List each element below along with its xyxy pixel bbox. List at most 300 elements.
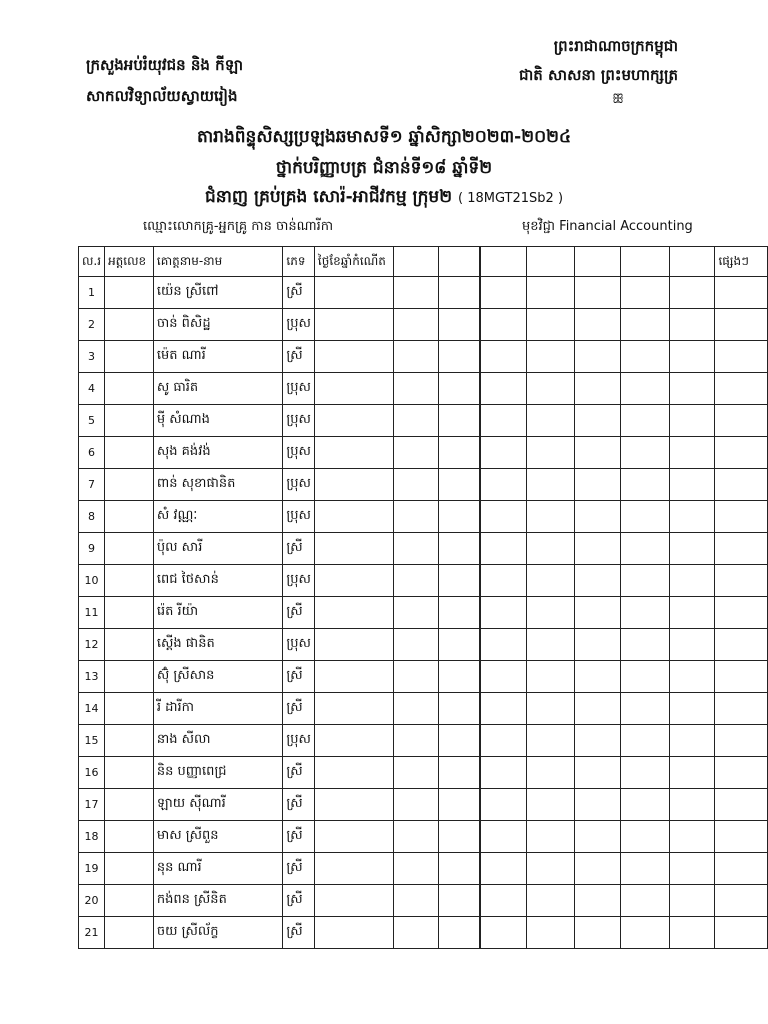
- score-cell: [393, 501, 439, 533]
- score-cell: [393, 309, 439, 341]
- score-cell: [621, 469, 670, 501]
- student-id-cell: [105, 565, 154, 597]
- student-gender: ស្រី: [283, 597, 315, 629]
- student-id-cell: [105, 693, 154, 725]
- score-cell: [621, 789, 670, 821]
- student-gender: ប្រុស: [283, 405, 315, 437]
- student-name: ស្តើង ផានិត: [153, 629, 282, 661]
- table-row: [79, 725, 768, 757]
- score-cell: [669, 885, 715, 917]
- score-cell: [480, 885, 527, 917]
- score-cell: [621, 917, 670, 949]
- score-cell: [574, 629, 621, 661]
- score-cell: [574, 341, 621, 373]
- score-cell: [480, 277, 527, 309]
- score-cell: [314, 821, 393, 853]
- score-cell: [439, 533, 480, 565]
- score-cell: [526, 629, 574, 661]
- student-number: 17: [79, 789, 105, 821]
- student-name: ឡាយ ស៊ីណារី: [153, 789, 282, 821]
- student-gender: ស្រី: [283, 277, 315, 309]
- student-name: សុង គង់វង់: [153, 437, 282, 469]
- header-blank: [526, 247, 574, 277]
- table-row: [79, 661, 768, 693]
- score-cell: [621, 565, 670, 597]
- student-number: 6: [79, 437, 105, 469]
- student-number: 14: [79, 693, 105, 725]
- student-id-cell: [105, 757, 154, 789]
- student-id-cell: [105, 437, 154, 469]
- score-cell: [526, 309, 574, 341]
- student-number: 5: [79, 405, 105, 437]
- student-number: 3: [79, 341, 105, 373]
- score-cell: [393, 469, 439, 501]
- student-number: 20: [79, 885, 105, 917]
- score-cell: [574, 757, 621, 789]
- student-gender: ស្រី: [283, 757, 315, 789]
- header-blank: [439, 247, 480, 277]
- score-cell: [574, 309, 621, 341]
- student-gender: ស្រី: [283, 853, 315, 885]
- score-cell: [669, 917, 715, 949]
- score-cell: [480, 437, 527, 469]
- score-cell: [669, 277, 715, 309]
- score-cell: [480, 917, 527, 949]
- table-row: [79, 597, 768, 629]
- student-number: 12: [79, 629, 105, 661]
- table-row: [79, 405, 768, 437]
- score-cell: [669, 629, 715, 661]
- kingdom-heading: ព្រះរាជាណាចក្រកម្ពុជា: [553, 37, 678, 55]
- score-cell: [480, 341, 527, 373]
- score-cell: [669, 565, 715, 597]
- score-cell: [480, 309, 527, 341]
- score-cell: [393, 789, 439, 821]
- student-number: 18: [79, 821, 105, 853]
- student-gender: ប្រុស: [283, 373, 315, 405]
- other-cell: [715, 757, 768, 789]
- student-gender: ប្រុស: [283, 437, 315, 469]
- student-name: នាង សីលា: [153, 725, 282, 757]
- score-cell: [480, 373, 527, 405]
- student-id-cell: [105, 469, 154, 501]
- score-cell: [480, 405, 527, 437]
- score-cell: [574, 565, 621, 597]
- other-cell: [715, 597, 768, 629]
- table-row: [79, 309, 768, 341]
- score-cell: [393, 917, 439, 949]
- national-motto: ជាតិ សាសនា ព្រះមហាក្សត្រ: [519, 66, 678, 84]
- score-cell: [621, 693, 670, 725]
- score-cell: [393, 565, 439, 597]
- header-no: ល.រ: [79, 247, 105, 277]
- score-cell: [314, 661, 393, 693]
- subject-name: Financial Accounting: [559, 219, 693, 234]
- student-id-cell: [105, 725, 154, 757]
- student-number: 4: [79, 373, 105, 405]
- student-name: ចយ ស្រីល័ក្ខ: [153, 917, 282, 949]
- score-cell: [393, 629, 439, 661]
- score-cell: [574, 725, 621, 757]
- score-cell: [393, 757, 439, 789]
- student-number: 8: [79, 501, 105, 533]
- header-blank: [574, 247, 621, 277]
- score-cell: [393, 373, 439, 405]
- score-cell: [314, 533, 393, 565]
- table-row: [79, 341, 768, 373]
- other-cell: [715, 405, 768, 437]
- score-cell: [393, 437, 439, 469]
- score-cell: [393, 277, 439, 309]
- score-cell: [439, 597, 480, 629]
- table-row: [79, 501, 768, 533]
- score-cell: [574, 277, 621, 309]
- score-cell: [621, 821, 670, 853]
- score-cell: [314, 917, 393, 949]
- student-number: 9: [79, 533, 105, 565]
- table-row: [79, 789, 768, 821]
- score-cell: [526, 693, 574, 725]
- major-name: ជំនាញ គ្រប់គ្រង សោរ៉-អាជីវកម្ម ក្រុម២: [204, 187, 453, 207]
- score-cell: [621, 405, 670, 437]
- score-cell: [526, 661, 574, 693]
- score-cell: [621, 533, 670, 565]
- score-cell: [526, 853, 574, 885]
- score-cell: [621, 501, 670, 533]
- other-cell: [715, 469, 768, 501]
- student-name: រ៉េត រីយ៉ា: [153, 597, 282, 629]
- score-cell: [439, 501, 480, 533]
- score-cell: [621, 373, 670, 405]
- student-id-cell: [105, 821, 154, 853]
- student-name: រី ដារីកា: [153, 693, 282, 725]
- score-cell: [393, 853, 439, 885]
- score-cell: [621, 277, 670, 309]
- student-gender: ប្រុស: [283, 725, 315, 757]
- student-name: ស៊ុំ ស្រីសាន: [153, 661, 282, 693]
- score-cell: [314, 277, 393, 309]
- header-blank: [621, 247, 670, 277]
- university-name: សាកលវិទ្យាល័យស្វាយរៀង: [86, 87, 238, 105]
- student-id-cell: [105, 501, 154, 533]
- student-id-cell: [105, 309, 154, 341]
- score-cell: [669, 725, 715, 757]
- student-name: ប៉ុល សារី: [153, 533, 282, 565]
- score-cell: [393, 821, 439, 853]
- score-cell: [574, 821, 621, 853]
- score-cell: [393, 725, 439, 757]
- score-cell: [526, 789, 574, 821]
- score-cell: [480, 469, 527, 501]
- student-name: និន បញ្ញាពេជ្រ: [153, 757, 282, 789]
- table-row: [79, 757, 768, 789]
- teacher-name: ឈ្មោះលោកគ្រូ-អ្នកគ្រូ កាន ចាន់ណារីកា: [143, 219, 334, 234]
- score-cell: [526, 821, 574, 853]
- score-cell: [526, 405, 574, 437]
- score-cell: [480, 853, 527, 885]
- student-gender: ស្រី: [283, 917, 315, 949]
- student-number: 10: [79, 565, 105, 597]
- score-cell: [480, 501, 527, 533]
- score-cell: [439, 469, 480, 501]
- student-name: សូ ធារិត: [153, 373, 282, 405]
- score-cell: [314, 885, 393, 917]
- student-gender: ប្រុស: [283, 309, 315, 341]
- table-row: [79, 469, 768, 501]
- student-name: ម៉េត ណារី: [153, 341, 282, 373]
- student-id-cell: [105, 373, 154, 405]
- student-gender: ស្រី: [283, 533, 315, 565]
- score-cell: [574, 501, 621, 533]
- score-cell: [314, 501, 393, 533]
- student-id-cell: [105, 597, 154, 629]
- score-cell: [314, 405, 393, 437]
- major-subtitle: [0, 186, 768, 211]
- score-cell: [574, 693, 621, 725]
- score-cell: [574, 789, 621, 821]
- header-blank: [393, 247, 439, 277]
- student-gender: ប្រុស: [283, 629, 315, 661]
- score-cell: [314, 693, 393, 725]
- score-cell: [669, 309, 715, 341]
- student-roster-table: [78, 246, 768, 949]
- score-cell: [480, 661, 527, 693]
- ornament-icon: ꕥ: [612, 92, 625, 107]
- score-cell: [526, 437, 574, 469]
- score-cell: [393, 597, 439, 629]
- score-cell: [439, 405, 480, 437]
- score-cell: [439, 757, 480, 789]
- subject-line: [522, 218, 693, 237]
- student-gender: ប្រុស: [283, 469, 315, 501]
- score-cell: [574, 917, 621, 949]
- score-cell: [669, 757, 715, 789]
- other-cell: [715, 341, 768, 373]
- student-gender: ប្រុស: [283, 501, 315, 533]
- score-cell: [621, 661, 670, 693]
- score-cell: [621, 629, 670, 661]
- score-cell: [526, 341, 574, 373]
- table-row: [79, 917, 768, 949]
- student-id-cell: [105, 661, 154, 693]
- other-cell: [715, 373, 768, 405]
- student-gender: ស្រី: [283, 341, 315, 373]
- student-name: ពេជ ថៃសាន់: [153, 565, 282, 597]
- other-cell: [715, 309, 768, 341]
- student-number: 11: [79, 597, 105, 629]
- score-cell: [526, 373, 574, 405]
- student-id-cell: [105, 277, 154, 309]
- score-cell: [439, 437, 480, 469]
- student-id-cell: [105, 853, 154, 885]
- header-other: ផ្សេងៗ: [715, 247, 768, 277]
- header-id: អត្តលេខ: [105, 247, 154, 277]
- table-row: [79, 277, 768, 309]
- table-row: [79, 437, 768, 469]
- score-cell: [574, 437, 621, 469]
- class-subtitle: ថ្នាក់បរិញ្ញាបត្រ ជំនាន់ទី១៨ ឆ្នាំទី២: [275, 158, 493, 178]
- other-cell: [715, 629, 768, 661]
- score-cell: [480, 533, 527, 565]
- score-cell: [393, 661, 439, 693]
- header-name: គោត្តនាម-នាម: [153, 247, 282, 277]
- score-cell: [480, 789, 527, 821]
- score-cell: [314, 437, 393, 469]
- score-cell: [439, 565, 480, 597]
- score-cell: [621, 725, 670, 757]
- other-cell: [715, 917, 768, 949]
- score-cell: [621, 597, 670, 629]
- other-cell: [715, 725, 768, 757]
- table-row: [79, 629, 768, 661]
- student-id-cell: [105, 917, 154, 949]
- header-dob: ថ្ងៃខែឆ្នាំកំណើត: [314, 247, 393, 277]
- score-cell: [526, 917, 574, 949]
- page-title: តារាងពិន្ទុសិស្សប្រឡងឆមាសទី១ ឆ្នាំសិក្សា២០២៣-២០២៤: [196, 127, 572, 147]
- student-name: សំ វណ្ណៈ: [153, 501, 282, 533]
- score-cell: [621, 853, 670, 885]
- student-gender: ស្រី: [283, 885, 315, 917]
- score-cell: [574, 469, 621, 501]
- other-cell: [715, 693, 768, 725]
- score-cell: [669, 437, 715, 469]
- table-header-row: [79, 247, 768, 277]
- table-row: [79, 565, 768, 597]
- student-gender: ស្រី: [283, 821, 315, 853]
- score-cell: [314, 629, 393, 661]
- group-code: ( 18MGT21Sb2 ): [457, 191, 564, 206]
- score-cell: [669, 501, 715, 533]
- student-number: 13: [79, 661, 105, 693]
- score-cell: [669, 341, 715, 373]
- score-cell: [669, 373, 715, 405]
- score-cell: [393, 405, 439, 437]
- score-cell: [314, 757, 393, 789]
- student-number: 16: [79, 757, 105, 789]
- score-cell: [574, 405, 621, 437]
- score-cell: [314, 469, 393, 501]
- score-cell: [480, 693, 527, 725]
- score-cell: [439, 277, 480, 309]
- student-name: ពាន់ សុខាផានិត: [153, 469, 282, 501]
- score-cell: [314, 597, 393, 629]
- student-name: កង់ពន ស្រីនិត: [153, 885, 282, 917]
- table-row: [79, 853, 768, 885]
- score-cell: [480, 757, 527, 789]
- score-cell: [574, 853, 621, 885]
- student-id-cell: [105, 789, 154, 821]
- student-id-cell: [105, 629, 154, 661]
- student-id-cell: [105, 885, 154, 917]
- student-id-cell: [105, 341, 154, 373]
- student-number: 15: [79, 725, 105, 757]
- score-cell: [526, 597, 574, 629]
- score-cell: [439, 885, 480, 917]
- score-cell: [574, 373, 621, 405]
- score-cell: [526, 469, 574, 501]
- student-name: មាស ស្រីពួន: [153, 821, 282, 853]
- score-cell: [439, 821, 480, 853]
- score-cell: [439, 917, 480, 949]
- score-cell: [526, 565, 574, 597]
- other-cell: [715, 437, 768, 469]
- table-row: [79, 373, 768, 405]
- score-cell: [526, 501, 574, 533]
- student-name: ម៉ី សំណាង: [153, 405, 282, 437]
- table-row: [79, 533, 768, 565]
- score-cell: [526, 757, 574, 789]
- score-cell: [574, 533, 621, 565]
- score-cell: [314, 309, 393, 341]
- score-cell: [393, 885, 439, 917]
- student-name: យ៉េន ស្រីពៅ: [153, 277, 282, 309]
- score-cell: [439, 309, 480, 341]
- score-cell: [669, 405, 715, 437]
- score-cell: [314, 565, 393, 597]
- score-cell: [574, 597, 621, 629]
- score-cell: [314, 789, 393, 821]
- score-cell: [314, 725, 393, 757]
- score-cell: [621, 437, 670, 469]
- header-blank: [480, 247, 527, 277]
- score-cell: [669, 533, 715, 565]
- header-blank: [669, 247, 715, 277]
- student-gender: ប្រុស: [283, 565, 315, 597]
- score-cell: [314, 341, 393, 373]
- score-cell: [480, 725, 527, 757]
- other-cell: [715, 565, 768, 597]
- student-name: ចាន់ ពិសិដ្ឋ: [153, 309, 282, 341]
- score-cell: [669, 821, 715, 853]
- student-gender: ស្រី: [283, 661, 315, 693]
- other-cell: [715, 661, 768, 693]
- other-cell: [715, 853, 768, 885]
- score-cell: [480, 821, 527, 853]
- score-cell: [669, 693, 715, 725]
- score-cell: [439, 725, 480, 757]
- other-cell: [715, 789, 768, 821]
- other-cell: [715, 821, 768, 853]
- score-cell: [526, 725, 574, 757]
- score-cell: [439, 373, 480, 405]
- score-cell: [621, 757, 670, 789]
- score-cell: [480, 565, 527, 597]
- score-cell: [439, 853, 480, 885]
- score-cell: [439, 693, 480, 725]
- table-row: [79, 693, 768, 725]
- score-cell: [669, 661, 715, 693]
- other-cell: [715, 885, 768, 917]
- student-number: 19: [79, 853, 105, 885]
- score-cell: [439, 341, 480, 373]
- score-cell: [526, 277, 574, 309]
- score-cell: [669, 789, 715, 821]
- student-id-cell: [105, 533, 154, 565]
- score-cell: [669, 853, 715, 885]
- score-cell: [669, 597, 715, 629]
- score-cell: [393, 693, 439, 725]
- table-row: [79, 885, 768, 917]
- other-cell: [715, 277, 768, 309]
- score-cell: [393, 341, 439, 373]
- header-gender: ភេទ: [283, 247, 315, 277]
- score-cell: [526, 885, 574, 917]
- score-cell: [480, 629, 527, 661]
- score-cell: [314, 853, 393, 885]
- score-cell: [439, 661, 480, 693]
- score-cell: [621, 309, 670, 341]
- score-cell: [621, 341, 670, 373]
